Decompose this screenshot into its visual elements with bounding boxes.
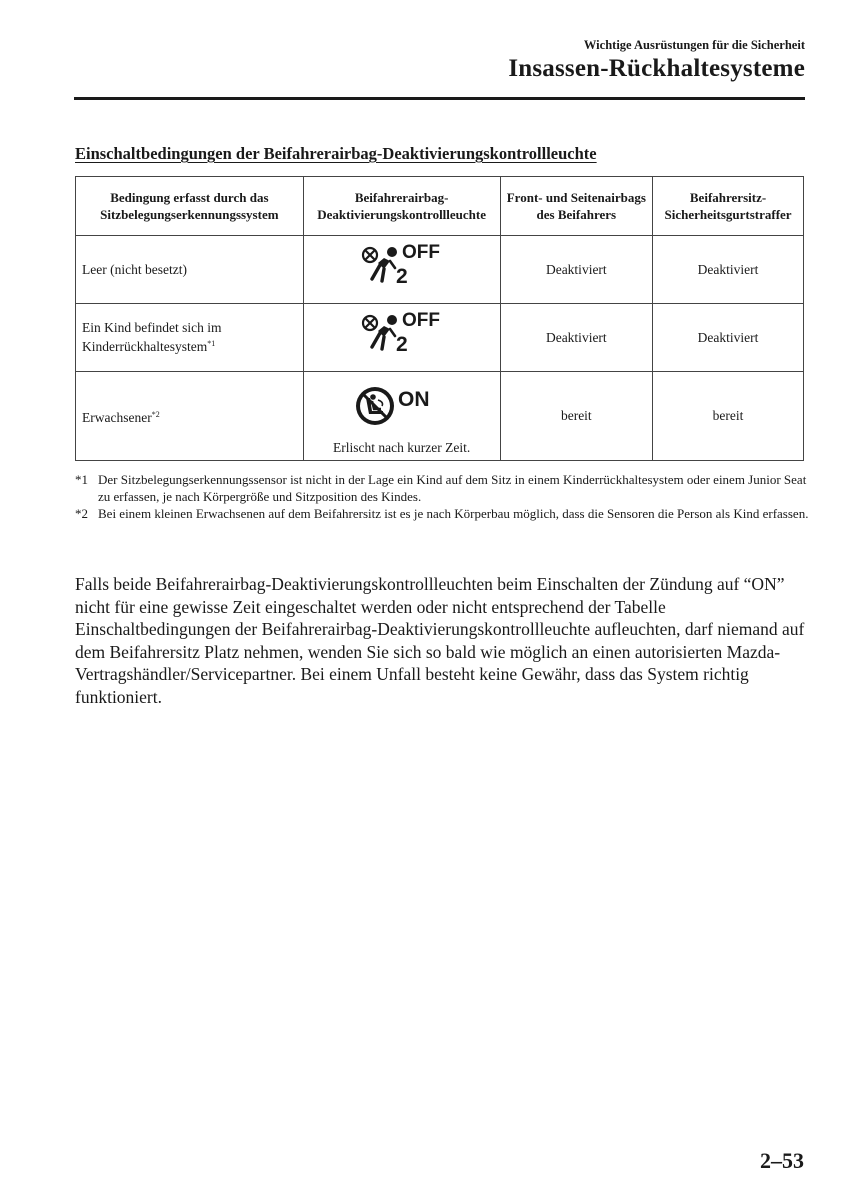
pretensioner-cell: Deaktiviert [653, 236, 804, 304]
footnote-mark: *1 [75, 472, 88, 487]
footnotes [75, 471, 815, 522]
section-heading: Einschaltbedingungen der Beifahrerairbag-Deaktivierungskontrollleuchte [75, 144, 597, 163]
table-header-row [76, 177, 804, 236]
footnote [75, 471, 815, 505]
condition-cell [76, 236, 304, 304]
indicator-off-label: OFF [401, 310, 440, 331]
indicator-cell [303, 372, 500, 461]
header-indicator: Beifahrerairbag-Deaktivierungskontrollleuchte [303, 177, 500, 236]
footnote-text: Der Sitzbelegungserkennungssensor ist nicht in der Lage ein Kind auf dem Sitz in einem Kinderrückhaltesystem oder einem Junior Seat zu erfassen, je nach Körpergröße und Sitzposition des Kindes. [98, 472, 807, 504]
airbags-cell: Deaktiviert [500, 304, 653, 372]
airbags-cell: bereit [500, 372, 653, 461]
condition-text: Ein Kind befindet sich im Kinderrückhaltesystem [82, 320, 222, 354]
table-row [76, 236, 804, 304]
footnote [75, 505, 815, 522]
indicator-number: 2 [395, 332, 408, 356]
header-pretensioner: Beifahrersitz-Sicherheitsgurtstraffer [653, 177, 804, 236]
table-row [76, 372, 804, 461]
airbag-off-icon [360, 311, 444, 361]
indicator-caption: Erlischt nach kurzer Zeit. [333, 440, 471, 455]
footnote-ref: *2 [151, 409, 160, 419]
airbags-cell: Deaktiviert [500, 236, 653, 304]
footnote-mark: *2 [75, 506, 88, 521]
condition-cell [76, 372, 304, 461]
indicator-conditions-table [75, 176, 804, 461]
page-title: Insassen-Rückhaltesysteme [508, 55, 805, 82]
page-number: 2–53 [760, 1148, 804, 1173]
footnote-ref: *1 [207, 339, 216, 348]
title-rule [74, 97, 805, 100]
indicator-cell [303, 236, 500, 304]
pretensioner-cell: Deaktiviert [653, 304, 804, 372]
indicator-cell [303, 304, 500, 372]
body-paragraph: Falls beide Beifahrerairbag-Deaktivierungskontrollleuchten beim Einschalten der Zündung auf “ON” nicht für eine gewisse Zeit eingeschaltet werden oder nicht entsprechend der Tabelle Einschaltbedingungen der Beifahrerairbag-Deaktivierungskontrollleuchte aufleuchten, darf niemand auf dem Beifahrersitz Platz nehmen, wenden Sie sich so bald wie möglich an einen autorisierten Mazda-Vertragshändler/Servicepartner. Bei einem Unfall besteht keine Gewähr, dass das System richtig funktioniert. [75, 574, 805, 707]
pretensioner-cell: bereit [653, 372, 804, 461]
table-row [76, 304, 804, 372]
condition-text: Erwachsener [82, 409, 152, 425]
indicator-number: 2 [395, 264, 408, 288]
airbag-on-icon [354, 384, 450, 430]
airbag-off-icon [360, 243, 444, 293]
indicator-on-label: ON [397, 388, 430, 411]
condition-text: Leer (nicht besetzt) [82, 261, 187, 277]
indicator-off-label: OFF [401, 242, 440, 263]
header-condition: Bedingung erfasst durch das Sitzbelegungserkennungssystem [76, 177, 304, 236]
header-airbags: Front- und Seitenairbags des Beifahrers [500, 177, 653, 236]
condition-cell [76, 304, 304, 372]
section-subtitle: Wichtige Ausrüstungen für die Sicherheit [583, 38, 805, 52]
footnote-text: Bei einem kleinen Erwachsenen auf dem Beifahrersitz ist es je nach Körperbau möglich, dass die Sensoren die Person als Kind erfassen. [98, 506, 809, 521]
